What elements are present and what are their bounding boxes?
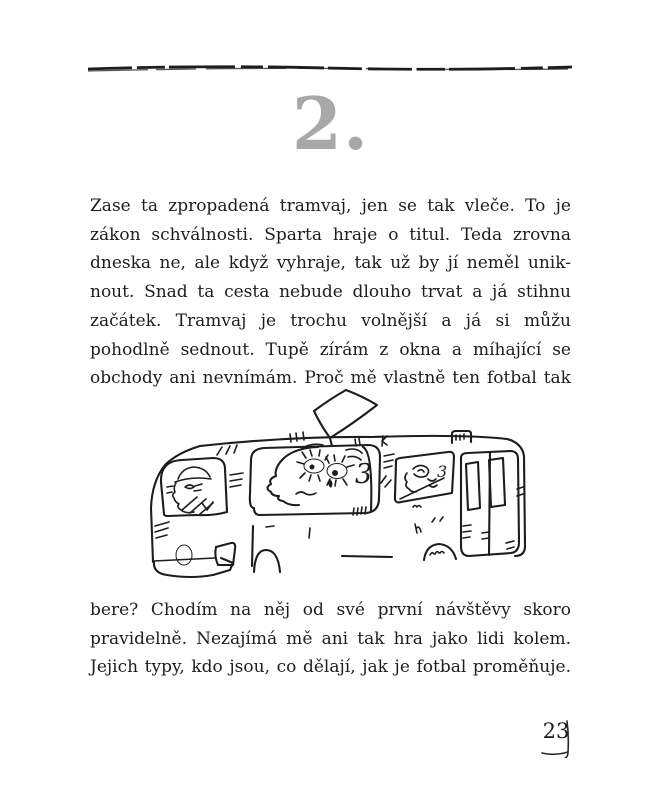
- text-line: obchody ani nevnímám. Proč mě vlastně ten fotbal tak: [90, 368, 571, 389]
- tram-illustration: [63, 386, 535, 584]
- page-corner-mark: [534, 714, 578, 758]
- chapter-divider-rule: [86, 62, 574, 76]
- window-number: 3: [437, 462, 448, 481]
- text-line: zákon schválnosti. Sparta hraje o titul. Teda zrovna: [90, 224, 571, 245]
- tram-route-number: 3: [355, 459, 373, 490]
- passenger-left-icon: [173, 467, 213, 514]
- text-line: pravidelně. Nezajímá mě ani tak hra jako lidi kolem.: [90, 628, 571, 649]
- page-number: 23: [542, 719, 570, 743]
- text-line: pohodlně sednout. Tupě zírám z okna a míhající se: [90, 339, 571, 360]
- text-line: bere? Chodím na něj od své první návštěvy skoro: [90, 600, 571, 620]
- text-line: Zase ta zpropadená tramvaj, jen se tak vleče. To je: [90, 196, 571, 216]
- text-line: začátek. Tramvaj je trochu volnější a já si můžu: [90, 310, 571, 331]
- paragraph-bottom: [90, 596, 571, 682]
- text-line: Jejich typy, kdo jsou, co dělají, jak je fotbal proměňuje.: [90, 657, 571, 678]
- passenger-right-icon: [405, 462, 447, 492]
- text-line: dneska ne, ale když vyhraje, tak už by jí neměl unik-: [90, 253, 571, 274]
- passenger-middle-icon: [268, 444, 373, 505]
- door: [461, 451, 523, 556]
- paragraph-top: [90, 192, 571, 393]
- chapter-number: 2.: [291, 81, 370, 166]
- text-line: nout. Snad ta cesta nebude dlouho trvat a já stihnu: [90, 282, 571, 303]
